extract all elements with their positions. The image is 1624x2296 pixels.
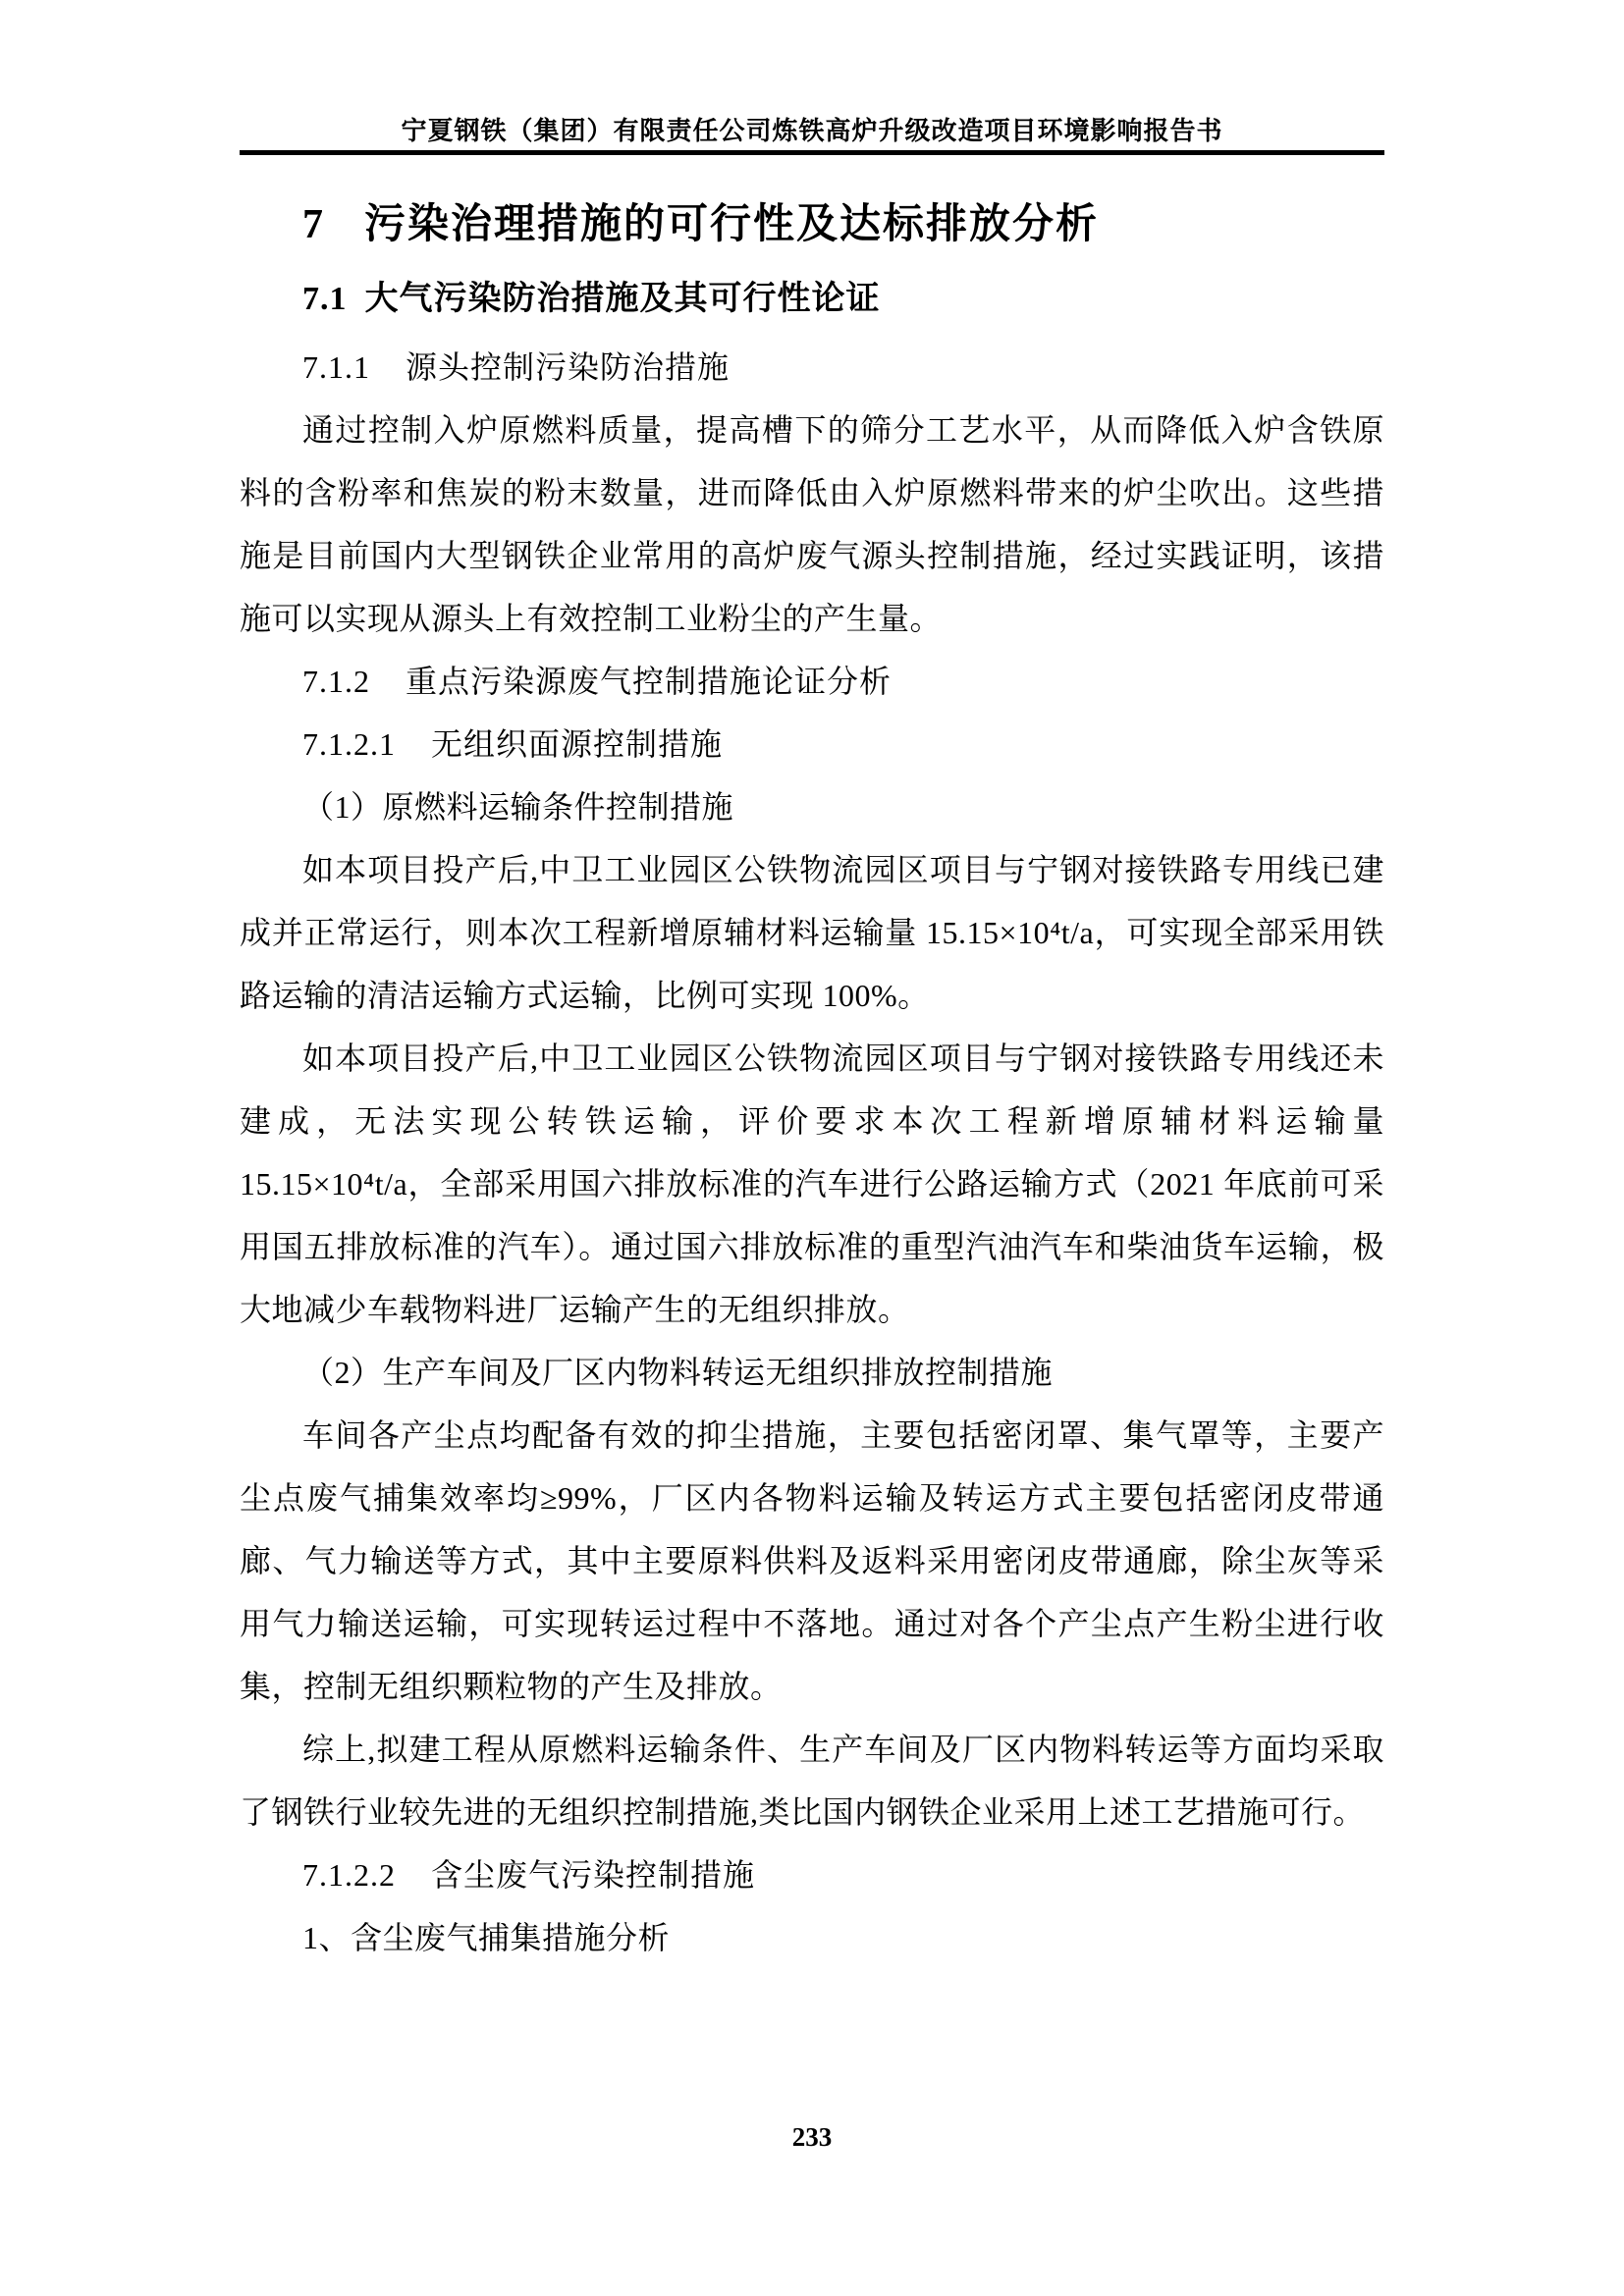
section-7-1-2-number: 7.1.2: [302, 664, 370, 699]
chapter-number: 7: [302, 202, 325, 247]
header-rule: [240, 150, 1384, 155]
paragraph-summary: 综上,拟建工程从原燃料运输条件、生产车间及厂区内物料转运等方面均采取了钢铁行业较先进的无组织控制措施,类比国内钢铁企业采用上述工艺措施可行。: [240, 1732, 1384, 1830]
section-7-1-1-number: 7.1.1: [302, 349, 370, 385]
section-7-1-1-heading: [240, 336, 1384, 399]
section-7-1-2-1-title: 无组织面源控制措施: [431, 726, 724, 762]
paragraph-road-transport: 如本项目投产后,中卫工业园区公铁物流园区项目与宁钢对接铁路专用线还未建成，无法实现公转铁运输，评价要求本次工程新增原辅材料运输量 15.15×10⁴t/a，全部采用国六排放标准的汽车进行公路运输方式（2021 年底前可采用国五排放标准的汽车）。通过国六排放标准的重型汽油汽车和柴油货车运输，极大地减少车载物料进厂运输产生的无组织排放。: [240, 1041, 1384, 1327]
section-7-1-2-title: 重点污染源废气控制措施论证分析: [406, 664, 893, 699]
sub-item-1-heading: 1、含尘废气捕集措施分析: [302, 1920, 671, 1955]
page-header: [240, 118, 1384, 155]
chapter-heading: [240, 202, 1384, 247]
paragraph-rail-transport: 如本项目投产后,中卫工业园区公铁物流园区项目与宁钢对接铁路专用线已建成并正常运行，则本次工程新增原辅材料运输量 15.15×10⁴t/a，可实现全部采用铁路运输的清洁运输方式运输，比例可实现 100%。: [240, 852, 1384, 1013]
page-footer: [0, 2122, 1624, 2153]
section-7-1-2-2-title: 含尘废气污染控制措施: [431, 1857, 756, 1893]
item-1-heading: （1）原燃料运输条件控制措施: [302, 789, 734, 825]
section-7-1-number: 7.1: [302, 281, 348, 317]
section-7-1-2-2-heading: [240, 1843, 1384, 1906]
section-7-1-1-title: 源头控制污染防治措施: [406, 349, 731, 385]
section-7-1-2-1-number: 7.1.2.1: [302, 726, 396, 762]
section-7-1-2-1-heading: [240, 713, 1384, 775]
section-7-1-2-heading: [240, 650, 1384, 713]
section-7-1-2-2-number: 7.1.2.2: [302, 1857, 396, 1893]
item-2-heading: （2）生产车间及厂区内物料转运无组织排放控制措施: [302, 1355, 1054, 1390]
paragraph-source-control: 通过控制入炉原燃料质量，提高槽下的筛分工艺水平，从而降低入炉含铁原料的含粉率和焦炭的粉末数量，进而降低由入炉原燃料带来的炉尘吹出。这些措施是目前国内大型钢铁企业常用的高炉废气源头控制措施，经过实践证明，该措施可以实现从源头上有效控制工业粉尘的产生量。: [240, 412, 1384, 636]
chapter-title: 污染治理措施的可行性及达标排放分析: [364, 202, 1100, 247]
paragraph-workshop-dust: 车间各产尘点均配备有效的抑尘措施，主要包括密闭罩、集气罩等，主要产尘点废气捕集效率均≥99%，厂区内各物料运输及转运方式主要包括密闭皮带通廊、气力输送等方式，其中主要原料供料及返料采用密闭皮带通廊，除尘灰等采用气力输送运输，可实现转运过程中不落地。通过对各个产尘点产生粉尘进行收集，控制无组织颗粒物的产生及排放。: [240, 1417, 1384, 1704]
page-number: 233: [791, 2122, 833, 2152]
header-title: 宁夏钢铁（集团）有限责任公司炼铁高炉升级改造项目环境影响报告书: [401, 117, 1223, 145]
section-7-1-title: 大气污染防治措施及其可行性论证: [364, 281, 881, 317]
document-body: [240, 202, 1384, 1969]
section-7-1-heading: [240, 281, 1384, 318]
